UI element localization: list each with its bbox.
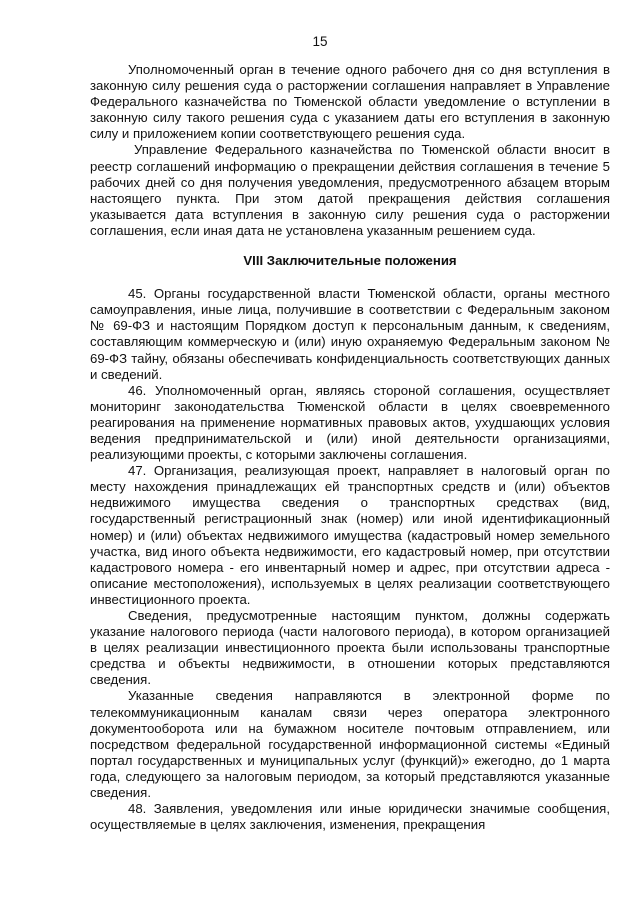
paragraph-46: 46. Уполномоченный орган, являясь стороной соглашения, осуществляет мониторинг законодательства Тюменской области в целях своевременного реагирования на применение нормативных правовых актов, ухудшающих условия ведения предпринимательской и (или) иной деятельности организациями, реализующими проекты, с которыми заключены соглашения. — [90, 382, 610, 463]
page-number: 15 — [312, 34, 328, 49]
paragraph-47: 47. Организация, реализующая проект, направляет в налоговый орган по месту нахождения принадлежащих ей транспортных средств и (или) объектов недвижимого имущества сведения о транспортных средствах (вид, государственный регистрационный знак (номер) или иной идентификационный номер) и (или) объектах недвижимого имущества (кадастровый номер земельного участка, вид иного объекта недвижимости, его кадастровый номер, при отсутствии кадастрового номера - его инвентарный номер и адрес, при отсутствии адреса - описание местоположения), используемых в целях реализации соответствующего инвестиционного проекта. — [90, 463, 610, 607]
paragraph: Управление Федерального казначейства по Тюменской области вносит в реестр соглашений информацию о прекращении действия соглашения в течение 5 рабочих дней со дня получения уведомления, предусмотренного абзацем вторым настоящего пункта. При этом датой прекращения действия соглашения указывается дата вступления в законную силу решения суда о расторжении соглашения, если иная дата не установлена указанным решением суда. — [90, 142, 610, 238]
document-body — [90, 62, 610, 833]
section-heading: VIII Заключительные положения — [243, 253, 457, 269]
paragraph: Уполномоченный орган в течение одного рабочего дня со дня вступления в законную силу решения суда о расторжении соглашения направляет в Управление Федерального казначейства по Тюменской области уведомление о вступлении в законную силу такого решения суда с указанием даты его вступления в законную силу и приложением копии соответствующего решения суда. — [90, 62, 610, 142]
paragraph-48: 48. Заявления, уведомления или иные юридически значимые сообщения, осуществляемые в целях заключения, изменения, прекращения — [90, 801, 610, 833]
paragraph: Сведения, предусмотренные настоящим пунктом, должны содержать указание налогового периода (части налогового периода), в котором организацией в целях реализации инвестиционного проекта были использованы транспортные средства и объекты недвижимости, в отношении которых представляются сведения. — [90, 608, 610, 688]
paragraph-45: 45. Органы государственной власти Тюменской области, органы местного самоуправления, иные лица, получившие в соответствии с Федеральным законом № 69-ФЗ и настоящим Порядком доступ к персональным данным, к сведениям, составляющим коммерческую и (или) иную охраняемую Федеральным законом № 69-ФЗ тайну, обязаны обеспечивать конфиденциальность соответствующих данных и сведений. — [90, 286, 610, 382]
paragraph: Указанные сведения направляются в электронной форме по телекоммуникационным каналам связи через оператора электронного документооборота или на бумажном носителе почтовым отправлением, или посредством федеральной государственной информационной системы «Единый портал государственных и муниципальных услуг (функций)» ежегодно, до 1 марта года, следующего за налоговым периодом, за который представляются указанные сведения. — [90, 688, 610, 801]
